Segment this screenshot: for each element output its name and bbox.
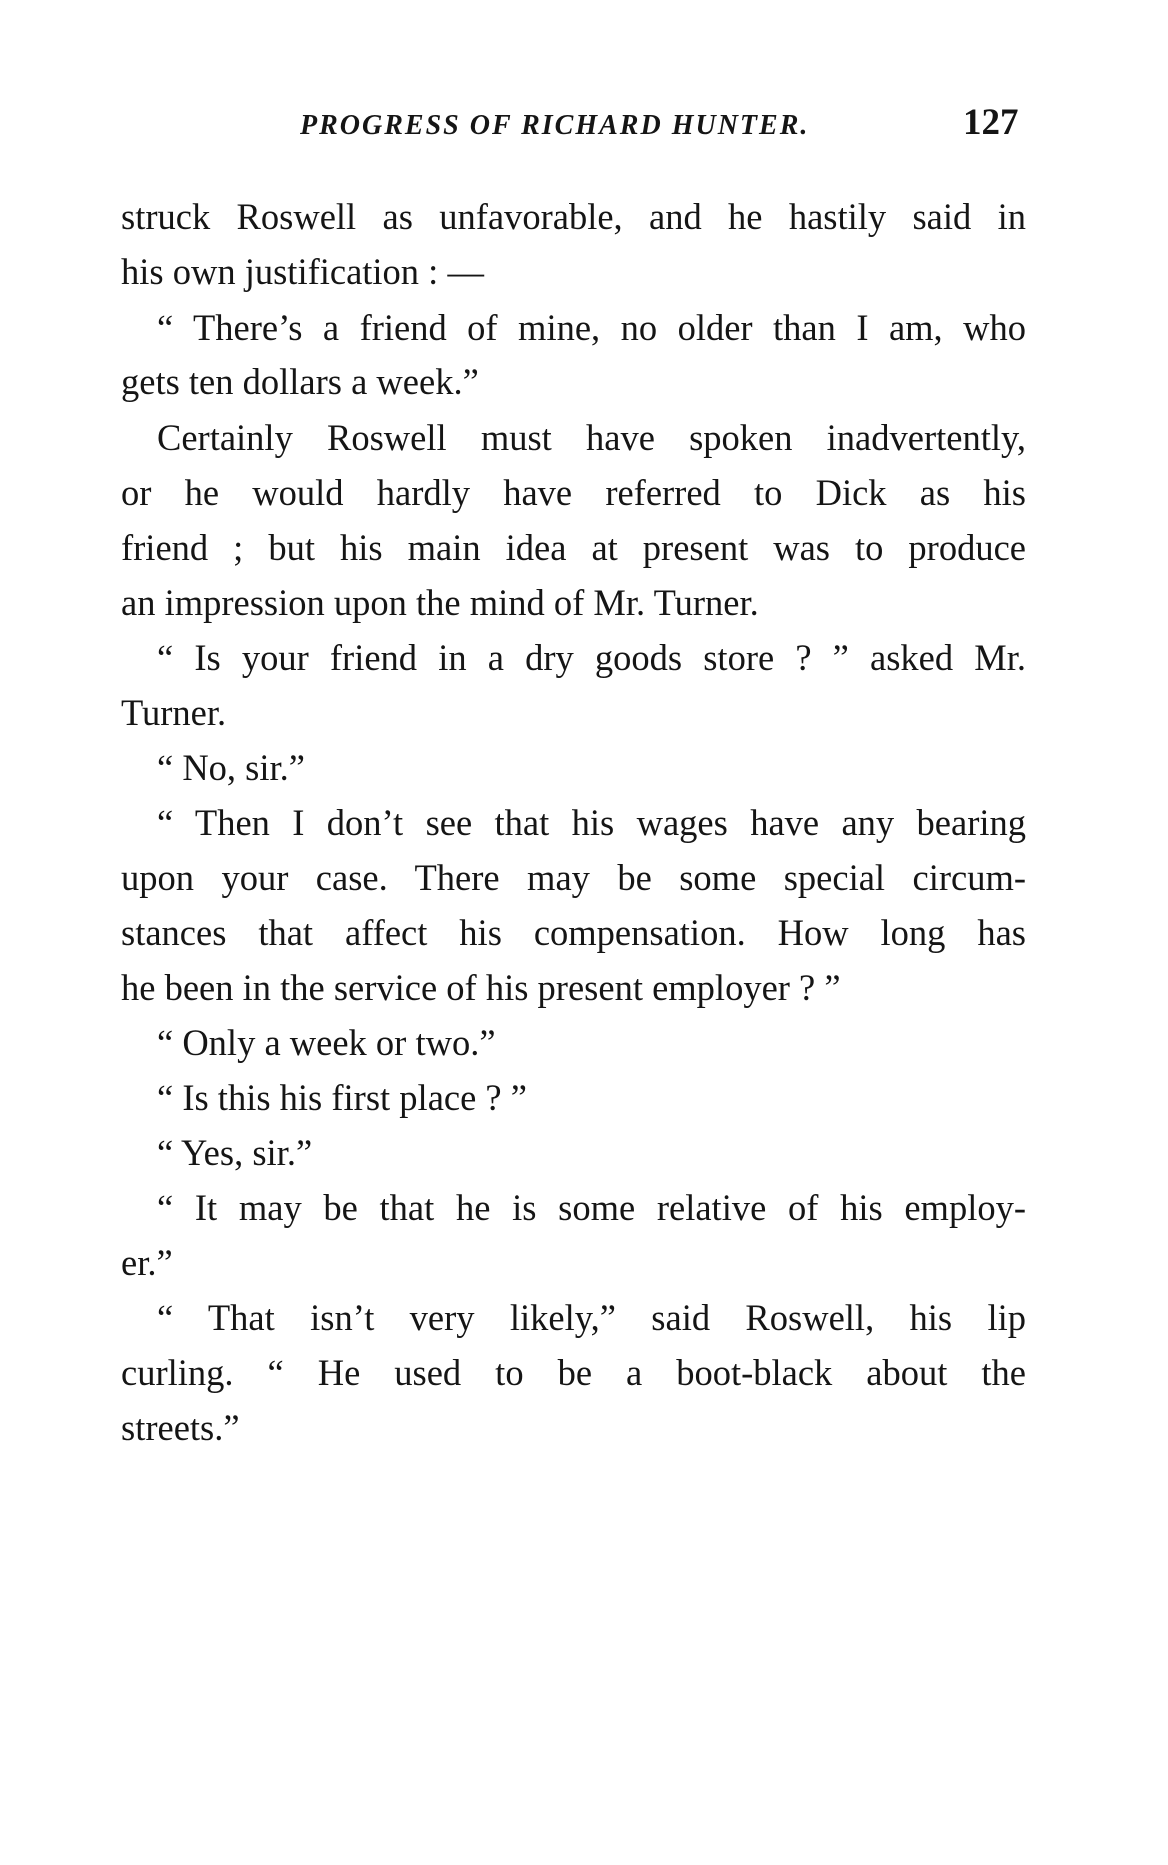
text-line: or he would hardly have referred to Dick as his bbox=[121, 472, 1026, 513]
text-line: “ No, sir.” bbox=[157, 747, 305, 788]
text-line: streets.” bbox=[121, 1407, 240, 1448]
text-line: upon your case. There may be some special circum- bbox=[121, 857, 1026, 898]
text-line: an impression upon the mind of Mr. Turner. bbox=[121, 582, 759, 623]
text-line: he been in the service of his present employer ? ” bbox=[121, 967, 841, 1008]
text-line: “ There’s a friend of mine, no older than I am, who bbox=[157, 307, 1026, 348]
text-line: “ Then I don’t see that his wages have any bearing bbox=[157, 802, 1026, 843]
text-line: “ Is this his first place ? ” bbox=[157, 1077, 527, 1118]
text-line: “ Only a week or two.” bbox=[157, 1022, 496, 1063]
text-line: er.” bbox=[121, 1242, 173, 1283]
text-line: “ Is your friend in a dry goods store ? ” asked Mr. bbox=[157, 637, 1026, 678]
text-line: curling. “ He used to be a boot-black about the bbox=[121, 1352, 1026, 1393]
text-line: “ Yes, sir.” bbox=[157, 1132, 313, 1173]
text-line: Turner. bbox=[121, 692, 227, 733]
text-line: Certainly Roswell must have spoken inadvertently, bbox=[157, 417, 1026, 458]
text-line: his own justification : — bbox=[121, 251, 484, 292]
text-line: struck Roswell as unfavorable, and he hastily said in bbox=[121, 196, 1026, 237]
text-line: “ That isn’t very likely,” said Roswell, his lip bbox=[157, 1297, 1026, 1338]
page-number: 127 bbox=[963, 102, 1019, 143]
text-line: friend ; but his main idea at present was to produce bbox=[121, 527, 1026, 568]
text-line: gets ten dollars a week.” bbox=[121, 361, 479, 402]
text-line: “ It may be that he is some relative of his employ- bbox=[157, 1187, 1026, 1228]
running-head: PROGRESS OF RICHARD HUNTER. bbox=[300, 110, 810, 141]
text-line: stances that affect his compensation. How long has bbox=[121, 912, 1026, 953]
